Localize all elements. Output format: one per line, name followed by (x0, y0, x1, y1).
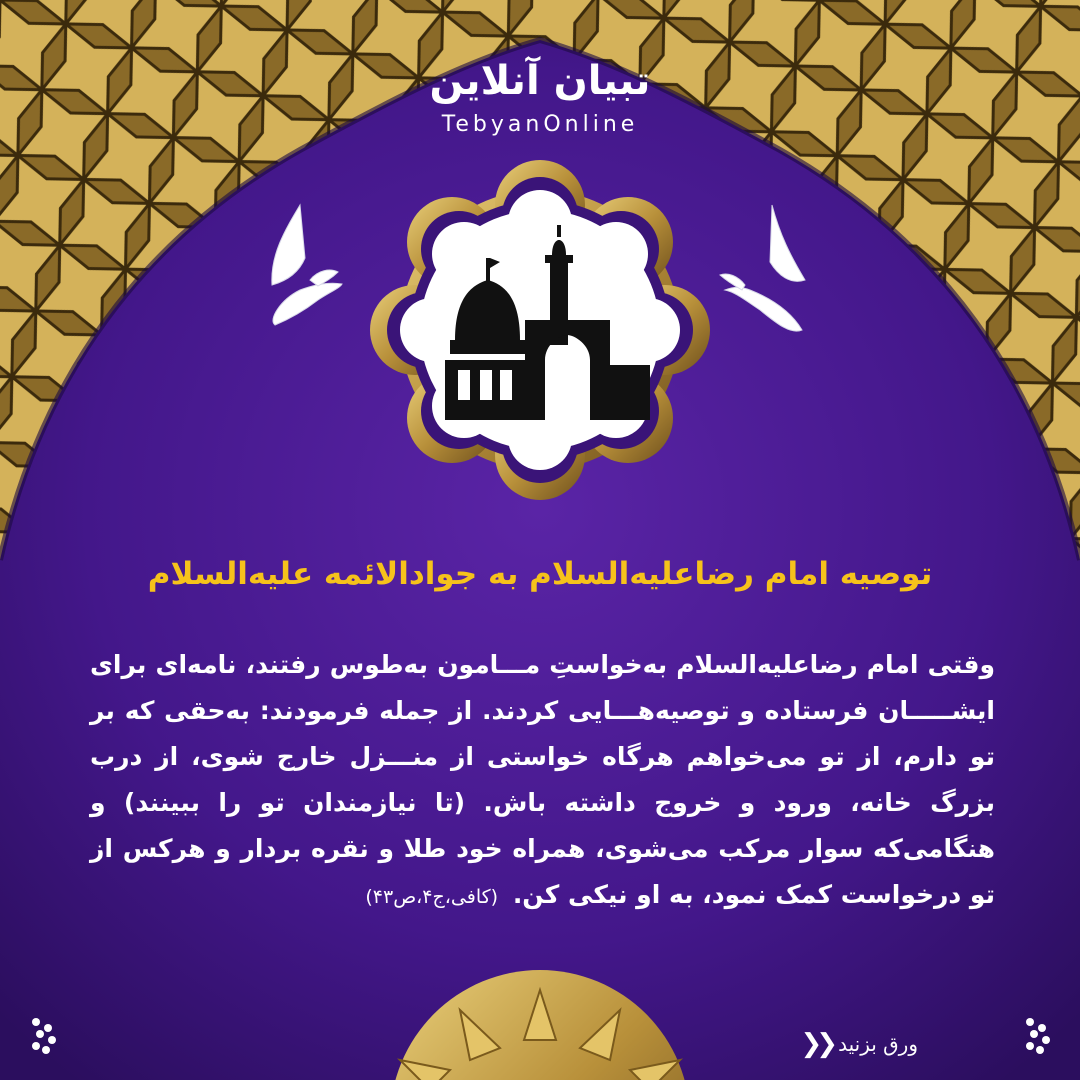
swipe-hint[interactable] (788, 1026, 918, 1062)
post-title: توصیه امام رضاعلیه‌السلام به جوادالائمه علیه‌السلام (147, 556, 933, 592)
post-body (90, 642, 995, 920)
brand-logo-english: TebyanOnline (441, 112, 639, 137)
swipe-label: ورق بزنید (838, 1032, 918, 1056)
shrine-medallion (370, 160, 710, 500)
post-citation: (کافی،ج۴،ص۴۳) (365, 886, 499, 908)
brand-logo-persian: تبیان آنلاین (429, 58, 651, 104)
double-chevron-left-icon: ❮❮ (800, 1029, 833, 1059)
post-body-text: وقتی امام رضاعلیه‌السلام به‌خواستِ مـــامون به‌طوس رفتند، نامه‌ای برای ایشـــــان فرستاده و توصیه‌هـــایی کردند. از جمله فرمودند: به‌حقی که بر تو دارم، از تو می‌خواهم هرگاه خواستی از منـــزل خارج شوی، از درب بزرگ خانه، ورود و خروج داشته باش. (تا نیازمندان تو را ببینند) و هنگامی‌که سوار مرکب می‌شوی، همراه خود طلا و نقره بردار و هرکس از تو درخواست کمک نمود، به او نیکی کن. (90, 650, 995, 909)
